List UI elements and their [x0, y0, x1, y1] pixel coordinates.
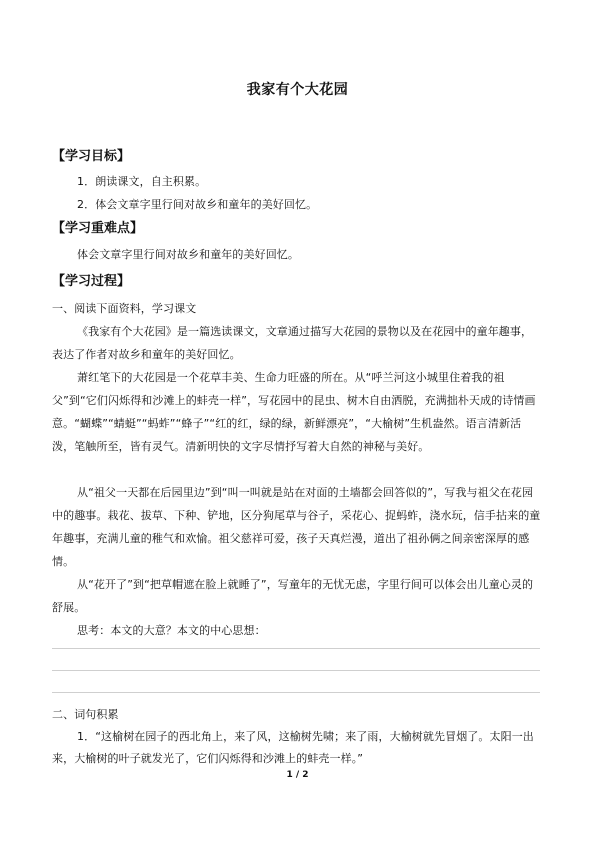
think-question: 思考：本文的大意？本文的中心思想： [77, 624, 266, 637]
paragraph-1: 《我家有个大花园》是一篇选读课文，文章通过描写大花园的景物以及在花园中的童年趣事，表达了作者对故乡和童年的美好回忆。 [52, 325, 533, 361]
part2-title: 二、词句积累 [52, 708, 119, 721]
goal-item-1: 1．朗读课文，自主积累。 [77, 175, 207, 188]
key-points-text: 体会文章字里行间对故乡和童年的美好回忆。 [77, 248, 299, 261]
key-points-heading: 【学习重难点】 [52, 221, 144, 236]
process-heading: 【学习过程】 [52, 274, 131, 289]
goals-heading: 【学习目标】 [52, 149, 131, 164]
answer-line-2 [52, 670, 540, 671]
page-number: 1 / 2 [286, 770, 309, 780]
quote-1: 1．“这榆树在园子的西北角上，来了风，这榆树先啸；来了雨，大榆树就先冒烟了。太阳一出来，大榆树的叶子就发光了，它们闪烁得和沙滩上的蚌壳一样。” [52, 730, 534, 765]
answer-line-1 [52, 648, 540, 649]
paragraph-2: 萧红笔下的大花园是一个花草丰美、生命力旺盛的所在。从“呼兰河这小城里住着我的祖父”到“它们闪烁得和沙滩上的蚌壳一样”，写花园中的昆虫、树木自由洒脱，充满拙朴天成的诗情画意。“蝴蝶”“蜻蜓”“蚂蚱”“蜂子”“红的红，绿的绿，新鲜漂亮”，“大榆树”生机盎然。语言清新活泼，笔触所至，皆有灵气。清新明快的文字尽情抒写着大自然的神秘与美好。 [52, 371, 536, 453]
part1-title: 一、阅读下面资料，学习课文 [52, 302, 197, 315]
paragraph-4: 从“花开了”到“把草帽遮在脸上就睡了”，写童年的无忧无虑，字里行间可以体会出儿童心灵的舒展。 [52, 578, 534, 614]
goal-item-2: 2．体会文章字里行间对故乡和童年的美好回忆。 [77, 198, 318, 211]
page-title: 我家有个大花园 [246, 82, 349, 98]
paragraph-3: 从“祖父一天都在后园里边”到“叫一叫就是站在对面的土墙都会回答似的”，写我与祖父在花园中的趣事。栽花、拔草、下种、铲地，区分狗尾草与谷子，采花心、捉蚂蚱，浇水玩，信手拈来的童年趣事，充满儿童的稚气和欢愉。祖父慈祥可爱，孩子天真烂漫，道出了祖孙俩之间亲密深厚的感情。 [52, 486, 541, 568]
answer-line-3 [52, 692, 540, 693]
